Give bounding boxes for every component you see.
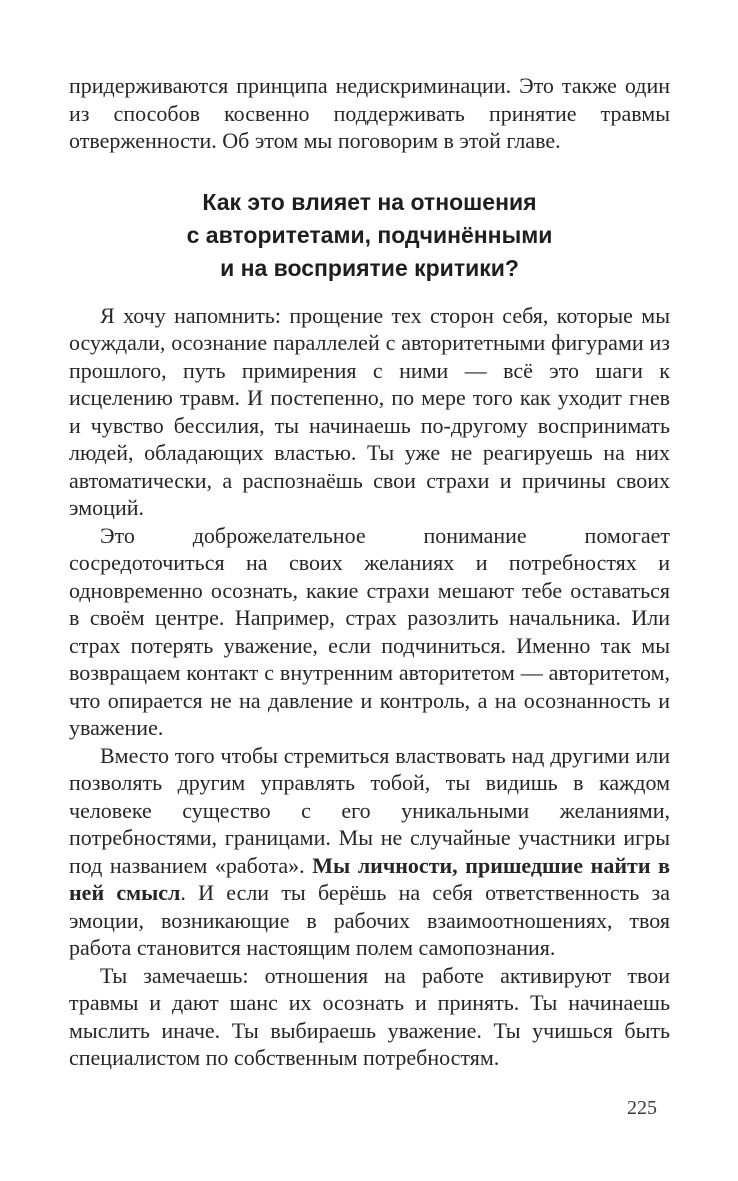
heading-line-3: и на восприятие критики?	[220, 254, 519, 281]
paragraph-remind: Я хочу напомнить: прощение тех сторон себя, которые мы осуждали, осознание параллелей с авторитетными фигурами из прошлого, путь примирения с ними — всё это шаги к исцелению травм. И постепенно, по мере того как уходит гнев и чувство бессилия, ты начинаешь по-другому воспринимать людей, обладающих властью. Ты уже не реагируешь на них автоматически, а распознаёшь свои страхи и причины своих эмоций.	[69, 302, 670, 520]
paragraph-continuation: придерживаются принципа недискриминации. Это также один из способов косвенно поддерживать принятие травмы отверженности. Об этом мы поговорим в этой главе.	[69, 73, 670, 153]
heading-line-1: Как это влияет на отношения	[202, 188, 537, 215]
section-heading	[69, 186, 670, 285]
bold-emphasis: Мы личности, пришедшие найти в ней смысл	[69, 852, 670, 905]
paragraph-instead-before: Вместо того чтобы стремиться властвовать над другими или позволять другим управлять тобой, ты видишь в каждом человеке существо с его уникальными желаниями, потребностями, границами. Мы не случайные участники игры под названием «работа».	[69, 742, 670, 878]
heading-line-2: с авторитетами, подчинёнными	[186, 221, 553, 248]
page-number: 225	[627, 1097, 657, 1119]
paragraph-instead-after: . И если ты берёшь на себя ответственность за эмоции, возникающие в рабочих взаимоотношениях, твоя работа становится настоящим полем самопознания.	[69, 880, 670, 960]
paragraph-notice: Ты замечаешь: отношения на работе активируют твои травмы и дают шанс их осознать и принять. Ты начинаешь мыслить иначе. Ты выбираешь уважение. Ты учишься быть специалистом по собственным потребностям.	[69, 962, 670, 1070]
paragraph-understanding: Это доброжелательное понимание помогает сосредоточиться на своих желаниях и потребностях и одновременно осознать, какие страхи мешают тебе оставаться в своём центре. Например, страх разозлить начальника. Или страх потерять уважение, если подчиниться. Именно так мы возвращаем контакт с внутренним авторитетом — авторитетом, что опирается не на давление и контроль, а на осознанность и уважение.	[69, 522, 670, 740]
paragraph-instead	[69, 742, 670, 962]
